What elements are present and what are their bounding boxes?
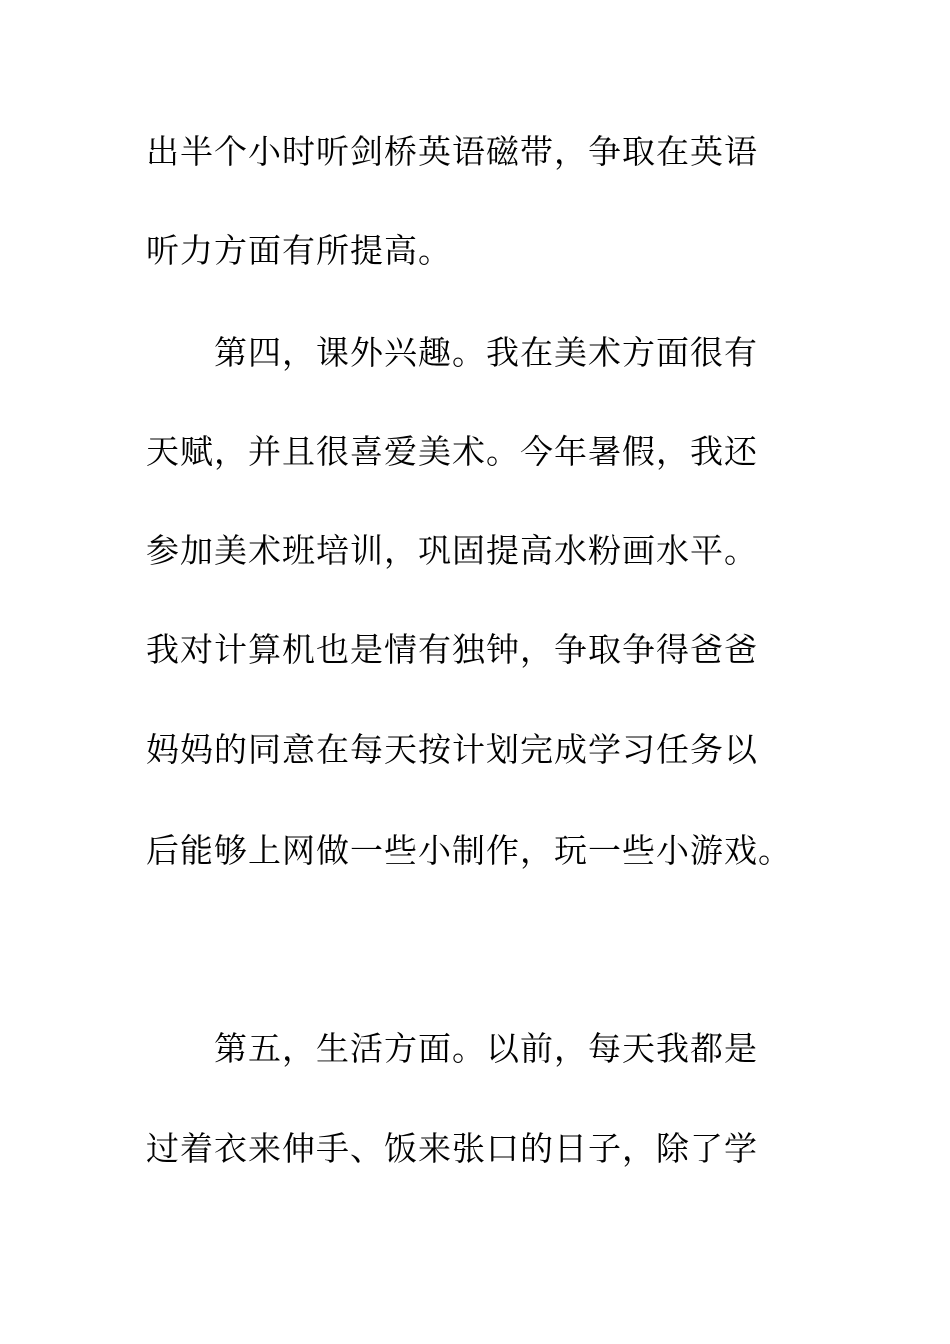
text-line-7: 妈妈的同意在每天按计划完成学习任务以 bbox=[146, 730, 758, 769]
paragraph-five-start: 第五，生活方面。以前，每天我都是 bbox=[214, 1029, 758, 1068]
text-line-8: 后能够上网做一些小制作，玩一些小游戏。 bbox=[146, 831, 792, 870]
text-line-4: 天赋，并且很喜爱美术。今年暑假，我还 bbox=[146, 432, 758, 471]
text-line-10: 过着衣来伸手、饭来张口的日子，除了学 bbox=[146, 1129, 758, 1168]
paragraph-four-start: 第四，课外兴趣。我在美术方面很有 bbox=[214, 333, 758, 372]
text-line-1: 出半个小时听剑桥英语磁带，争取在英语 bbox=[146, 132, 758, 171]
text-line-5: 参加美术班培训，巩固提高水粉画水平。 bbox=[146, 531, 758, 570]
text-line-6: 我对计算机也是情有独钟，争取争得爸爸 bbox=[146, 630, 758, 669]
text-line-2: 听力方面有所提高。 bbox=[146, 231, 452, 270]
